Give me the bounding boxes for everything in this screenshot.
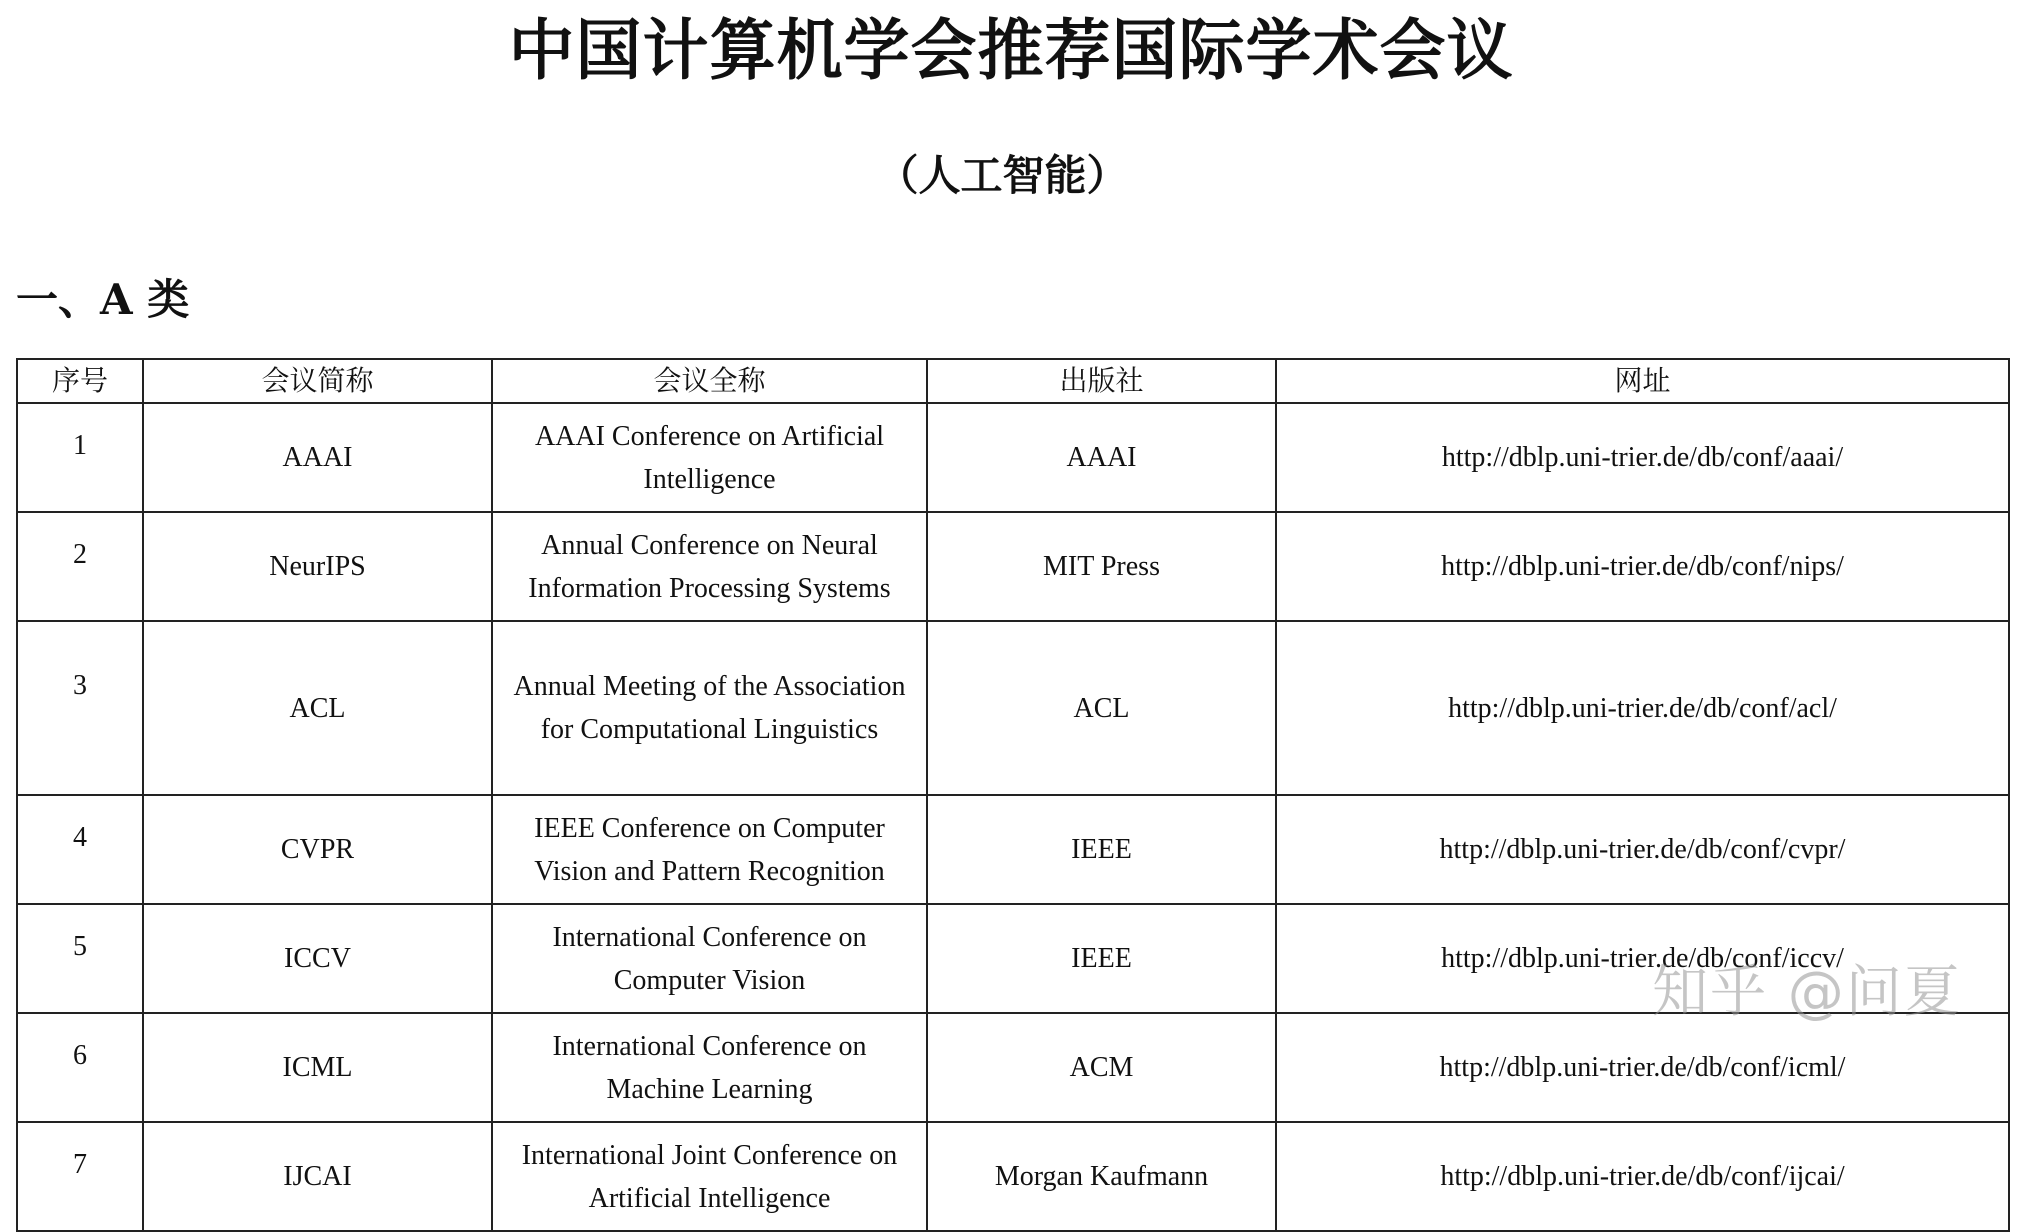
table-row: [17, 621, 2009, 795]
page-subtitle: （人工智能）: [876, 151, 1129, 200]
row-full-name: Annual Conference on Neural Information Processing Systems: [492, 512, 927, 621]
row-publisher: Morgan Kaufmann: [927, 1122, 1276, 1231]
page-title: 中国计算机学会推荐国际学术会议: [508, 12, 1514, 89]
row-abbr: NeurIPS: [143, 512, 492, 621]
row-url-link[interactable]: http://dblp.uni-trier.de/db/conf/iccv/: [1276, 904, 2009, 1013]
row-full-name: Annual Meeting of the Association for Computational Linguistics: [492, 621, 927, 795]
row-full-name: International Conference on Machine Learning: [492, 1013, 927, 1122]
row-index: 2: [17, 512, 143, 621]
row-publisher: ACL: [927, 621, 1276, 795]
row-url-link[interactable]: http://dblp.uni-trier.de/db/conf/icml/: [1276, 1013, 2009, 1122]
row-index: 1: [17, 403, 143, 512]
row-publisher: AAAI: [927, 403, 1276, 512]
row-index: 5: [17, 904, 143, 1013]
table-row: [17, 403, 2009, 512]
row-full-name: International Conference on Computer Vision: [492, 904, 927, 1013]
row-publisher: MIT Press: [927, 512, 1276, 621]
header-full-name: 会议全称: [492, 359, 927, 403]
row-index: 3: [17, 621, 143, 795]
row-index: 7: [17, 1122, 143, 1231]
row-abbr: ICCV: [143, 904, 492, 1013]
row-url-link[interactable]: http://dblp.uni-trier.de/db/conf/cvpr/: [1276, 795, 2009, 904]
table-row: [17, 1122, 2009, 1231]
row-full-name: IEEE Conference on Computer Vision and Pattern Recognition: [492, 795, 927, 904]
row-index: 6: [17, 1013, 143, 1122]
table-row: [17, 1013, 2009, 1122]
row-publisher: ACM: [927, 1013, 1276, 1122]
row-url-link[interactable]: http://dblp.uni-trier.de/db/conf/aaai/: [1276, 403, 2009, 512]
row-abbr: ACL: [143, 621, 492, 795]
row-publisher: IEEE: [927, 795, 1276, 904]
row-publisher: IEEE: [927, 904, 1276, 1013]
row-abbr: ICML: [143, 1013, 492, 1122]
row-url-link[interactable]: http://dblp.uni-trier.de/db/conf/nips/: [1276, 512, 2009, 621]
row-abbr: AAAI: [143, 403, 492, 512]
row-url-link[interactable]: http://dblp.uni-trier.de/db/conf/ijcai/: [1276, 1122, 2009, 1231]
header-abbr: 会议简称: [143, 359, 492, 403]
header-index: 序号: [17, 359, 143, 403]
header-publisher: 出版社: [927, 359, 1276, 403]
table-row: [17, 795, 2009, 904]
watermark: 知乎 @问夏: [1652, 960, 1962, 1025]
table-row: [17, 904, 2009, 1013]
table-header-row: [17, 359, 2009, 403]
conference-table: [16, 358, 2010, 1232]
section-heading: 一、A 类: [16, 275, 190, 324]
row-abbr: IJCAI: [143, 1122, 492, 1231]
row-full-name: International Joint Conference on Artificial Intelligence: [492, 1122, 927, 1231]
row-abbr: CVPR: [143, 795, 492, 904]
row-url-link[interactable]: http://dblp.uni-trier.de/db/conf/acl/: [1276, 621, 2009, 795]
row-full-name: AAAI Conference on Artificial Intelligence: [492, 403, 927, 512]
header-url: 网址: [1276, 359, 2009, 403]
row-index: 4: [17, 795, 143, 904]
table-row: [17, 512, 2009, 621]
